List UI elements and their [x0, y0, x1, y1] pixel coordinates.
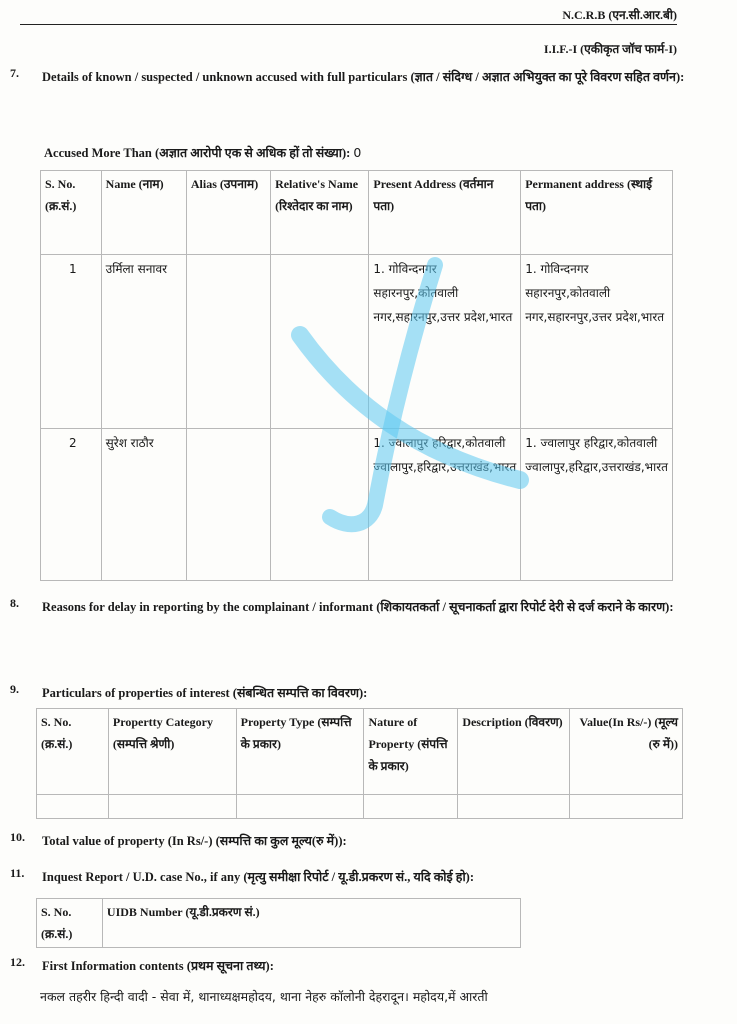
- table-row: [41, 429, 673, 581]
- header-sno: S. No. (क्र.सं.): [41, 171, 102, 255]
- accused-table: [40, 170, 673, 581]
- uidb-table: [36, 898, 521, 948]
- property-header-value: Value(In Rs/-) (मूल्य (रु में)): [570, 709, 683, 795]
- header-name: Name (नाम): [101, 171, 186, 255]
- section-11-number: 11.: [10, 866, 25, 880]
- row-alias: [186, 429, 270, 581]
- property-header-description: Description (विवरण): [458, 709, 570, 795]
- section-12-title: First Information contents (प्रथम सूचना तथ्य):: [42, 959, 274, 973]
- row-sno: 1: [41, 255, 102, 429]
- uidb-header-number: UIDB Number (यू.डी.प्रकरण सं.): [102, 899, 520, 948]
- header-permanent-address: Permanent address (स्थाई पता): [521, 171, 673, 255]
- ncrb-header: N.C.R.B (एन.सी.आर.बी): [562, 8, 677, 22]
- row-relative: [271, 429, 369, 581]
- section-10-title: Total value of property (In Rs/-) (सम्पत्ति का कुल मूल्य(रु में)):: [42, 834, 347, 848]
- accused-more-label: Accused More Than (अज्ञात आरोपी एक से अधिक हों तो संख्या):: [44, 146, 351, 160]
- section-9-title: Particulars of properties of interest (संबन्धित सम्पत्ति का विवरण):: [42, 686, 368, 700]
- property-cell: [570, 795, 683, 819]
- first-information-text: नकल तहरीर हिन्दी वादी - सेवा में, थानाध्यक्षमहोदय, थाना नेहरु कॉलोनी देहरादून। महोदय,में आरती: [40, 989, 488, 1004]
- section-10-number: 10.: [10, 830, 25, 844]
- row-alias: [186, 255, 270, 429]
- section-7-title: Details of known / suspected / unknown accused with full particulars (ज्ञात / संदिग्ध / अज्ञात अभियुक्त का पूरे विवरण सहित वर्णन):: [42, 70, 685, 84]
- section-8-title: Reasons for delay in reporting by the complainant / informant (शिकायतकर्ता / सूचनाकर्ता द्वारा रिपोर्ट देरी से दर्ज कराने के कारण):: [42, 600, 674, 614]
- row-permanent-address: 1. गोविन्दनगर सहारनपुर,कोतवाली नगर,सहारनपुर,उत्तर प्रदेश,भारत: [521, 255, 673, 429]
- row-permanent-address: 1. ज्वालापुर हरिद्वार,कोतवाली ज्वालापुर,हरिद्वार,उत्तराखंड,भारत: [521, 429, 673, 581]
- property-header-sno: S. No. (क्र.सं.): [37, 709, 109, 795]
- section-7-number: 7.: [10, 66, 19, 80]
- header-present-address: Present Address (वर्तमान पता): [369, 171, 521, 255]
- property-cell: [364, 795, 458, 819]
- row-name: सुरेश राठौर: [101, 429, 186, 581]
- form-header: I.I.F.-I (एकीकृत जॉच फार्म-I): [543, 42, 677, 56]
- uidb-header-sno: S. No. (क्र.सं.): [37, 899, 103, 948]
- row-relative: [271, 255, 369, 429]
- accused-more-value: 0: [353, 145, 362, 160]
- accused-more-than: [44, 144, 361, 161]
- property-cell: [37, 795, 109, 819]
- section-8-number: 8.: [10, 596, 19, 610]
- property-header-type: Property Type (सम्पत्ति के प्रकार): [236, 709, 364, 795]
- property-cell: [108, 795, 236, 819]
- accused-header-row: [41, 171, 673, 255]
- property-header-row: [37, 709, 683, 795]
- row-present-address: 1. गोविन्दनगर सहारनपुर,कोतवाली नगर,सहारनपुर,उत्तर प्रदेश,भारत: [369, 255, 521, 429]
- property-header-nature: Nature of Property (संपत्ति के प्रकार): [364, 709, 458, 795]
- uidb-header-row: [37, 899, 521, 948]
- header-alias: Alias (उपनाम): [186, 171, 270, 255]
- section-9-number: 9.: [10, 682, 19, 696]
- row-sno: 2: [41, 429, 102, 581]
- row-present-address: 1. ज्वालापुर हरिद्वार,कोतवाली ज्वालापुर,हरिद्वार,उत्तराखंड,भारत: [369, 429, 521, 581]
- table-row: [37, 795, 683, 819]
- property-table: [36, 708, 683, 819]
- property-cell: [458, 795, 570, 819]
- property-header-category: Propertty Category (सम्पत्ति श्रेणी): [108, 709, 236, 795]
- table-row: [41, 255, 673, 429]
- section-12-number: 12.: [10, 955, 25, 969]
- section-11-title: Inquest Report / U.D. case No., if any (मृत्यु समीक्षा रिपोर्ट / यू.डी.प्रकरण सं., यदि कोई हो):: [42, 870, 475, 884]
- header-relative: Relative's Name (रिश्तेदार का नाम): [271, 171, 369, 255]
- row-name: उर्मिला सनावर: [101, 255, 186, 429]
- property-cell: [236, 795, 364, 819]
- header-rule: [20, 24, 677, 25]
